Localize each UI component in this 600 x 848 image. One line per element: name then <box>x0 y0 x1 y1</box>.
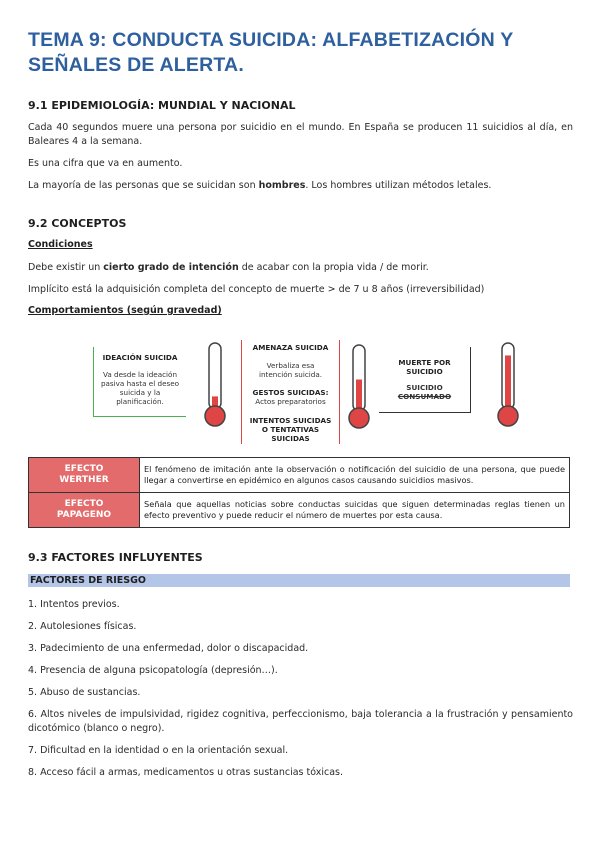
gestures-title: GESTOS SUICIDAS: <box>252 388 329 397</box>
death-text-strike: CONSUMADO <box>397 392 452 401</box>
death-title: MUERTE POR SUICIDIO <box>398 358 451 376</box>
list-item: 3. Padecimiento de una enfermedad, dolor o discapacidad. <box>28 643 309 654</box>
paragraph-men: La mayoría de las personas que se suicidan son hombres. Los hombres utilizan métodos letales. <box>28 180 492 191</box>
table-row <box>29 493 570 528</box>
death-text: SUICIDIO <box>406 383 443 392</box>
paragraph-increasing: Es una cifra que va en aumento. <box>28 158 183 169</box>
threat-title: AMENAZA SUICIDA <box>252 343 329 352</box>
effect-description: El fenómeno de imitación ante la observación o notificación del suicidio de una persona, que puede llegar a convertirse en epidémico en algunos casos causando suicidios masivos. <box>140 458 570 493</box>
section-heading-factores: 9.3 FACTORES INFLUYENTES <box>28 551 203 564</box>
effects-table <box>28 457 570 528</box>
list-item: 5. Abuso de sustancias. <box>28 687 141 698</box>
paragraph-condition-concept: Implícito está la adquisición completa del concepto de muerte > de 7 u 8 años (irreversibilidad) <box>28 284 485 295</box>
subheading-condiciones: Condiciones <box>28 239 93 250</box>
thermometer-icon <box>198 340 232 430</box>
thermometer-icon <box>342 342 376 432</box>
ideation-title: IDEACIÓN SUICIDA <box>102 353 178 362</box>
paragraph-suicide-stats: Cada 40 segundos muere una persona por suicidio en el mundo. En España se producen 11 suicidios al día, en Baleares 4 a la semana. <box>28 122 573 147</box>
section-heading-conceptos: 9.2 CONCEPTOS <box>28 217 127 230</box>
section-heading-epidemiologia: 9.1 EPIDEMIOLOGÍA: MUNDIAL Y NACIONAL <box>28 99 296 112</box>
paragraph-condition-intent: Debe existir un cierto grado de intención de acabar con la propia vida / de morir. <box>28 262 429 273</box>
effect-label: EFECTO WERTHER <box>29 458 140 493</box>
list-item: 1. Intentos previos. <box>28 599 120 610</box>
list-item: 4. Presencia de alguna psicopatología (depresión…). <box>28 665 278 676</box>
page-title: TEMA 9: CONDUCTA SUICIDA: ALFABETIZACIÓN Y SEÑALES DE ALERTA. <box>28 29 514 76</box>
threat-text: Verbaliza esa intención suicida. <box>258 361 323 379</box>
thermometer-icon <box>491 340 525 430</box>
risk-factors-band: FACTORES DE RIESGO <box>28 574 570 587</box>
effect-description: Señala que aquellas noticias sobre conductas suicidas que siguen determinadas reglas tienen un efecto preventivo y puede reducir el número de muertes por esta causa. <box>140 493 570 528</box>
table-row <box>29 458 570 493</box>
subheading-comportamientos: Comportamientos (según gravedad) <box>28 305 222 316</box>
attempts-title: INTENTOS SUICIDAS O TENTATIVAS SUICIDAS <box>249 416 332 443</box>
list-item: 7. Dificultad en la identidad o en la orientación sexual. <box>28 745 289 756</box>
list-item: 2. Autolesiones físicas. <box>28 621 137 632</box>
death-box <box>379 347 471 413</box>
effect-label: EFECTO PAPAGENO <box>29 493 140 528</box>
ideation-box <box>93 347 186 417</box>
threat-box <box>241 340 340 444</box>
list-item: 8. Acceso fácil a armas, medicamentos u otras sustancias tóxicas. <box>28 767 344 778</box>
ideation-text: Va desde la ideación pasiva hasta el deseo suicida y la planificación. <box>100 370 180 406</box>
list-item: 6. Altos niveles de impulsividad, rigidez cognitiva, perfeccionismo, baja tolerancia a la frustración y pensamiento dicotómico (blanco o negro). <box>28 709 573 734</box>
gestures-text: Actos preparatorios <box>255 397 326 406</box>
